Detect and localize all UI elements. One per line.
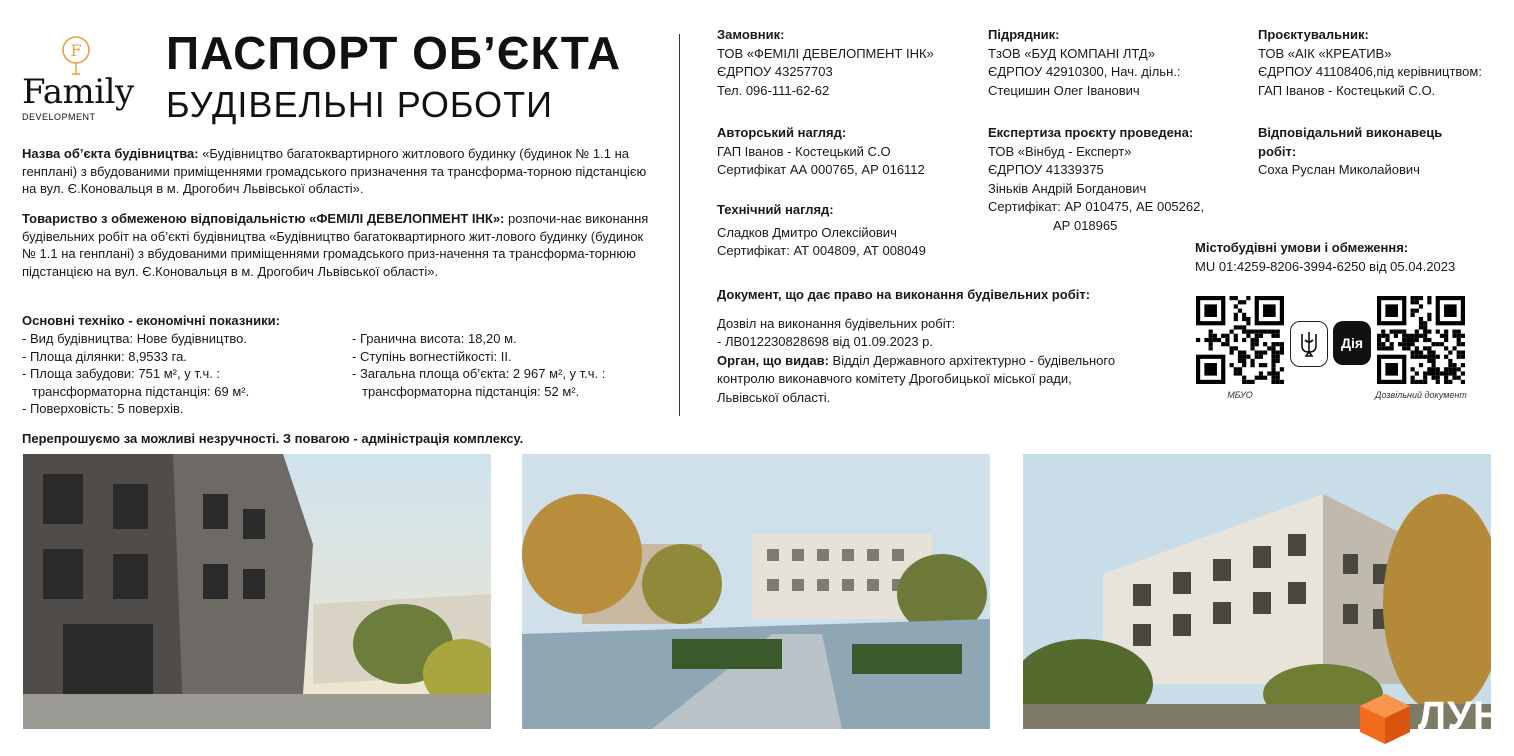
company-notice-label: Товариство з обмеженою відповідальністю «ФЕМІЛІ ДЕВЕЛОПМЕНТ ІНК»: bbox=[22, 211, 505, 226]
contractor-line: ТзОВ «БУД КОМПАНІ ЛТД» bbox=[988, 45, 1155, 61]
lun-cube-icon bbox=[1356, 690, 1414, 748]
author-supervision-line: ГАП Іванов - Костецький С.О bbox=[717, 143, 891, 159]
tech-right-list bbox=[352, 330, 605, 400]
responsible-block bbox=[1258, 124, 1442, 180]
qr-right-caption: Дозвільний документ bbox=[1375, 390, 1467, 400]
designer-block bbox=[1258, 26, 1482, 100]
designer-line: ЄДРПОУ 41108406,під керівництвом: bbox=[1258, 64, 1482, 79]
contractor-heading: Підрядник: bbox=[988, 27, 1060, 42]
tech-left-list bbox=[22, 330, 249, 418]
object-name-paragraph bbox=[22, 145, 652, 198]
organ-text: Львівської області. bbox=[717, 389, 831, 405]
lun-watermark-text: ЛУН bbox=[1418, 694, 1503, 738]
tech-item: трансформаторна підстанція: 52 м². bbox=[362, 383, 580, 399]
responsible-heading: Відповідальний виконавець bbox=[1258, 125, 1443, 140]
trident-emblem-icon bbox=[1290, 321, 1328, 367]
customer-line: Тел. 096-111-62-62 bbox=[717, 82, 830, 98]
customer-line: ТОВ «ФЕМІЛІ ДЕВЕЛОПМЕНТ ІНК» bbox=[717, 45, 934, 61]
tech-heading: Основні техніко - економічні показники: bbox=[22, 313, 280, 328]
company-notice-paragraph bbox=[22, 210, 652, 280]
organ-label: Орган, що видав: bbox=[717, 352, 829, 368]
organ-text: Відділ Державного архітектурно - будівельного bbox=[828, 352, 1116, 368]
customer-line: ЄДРПОУ 43257703 bbox=[717, 64, 833, 79]
author-supervision-block bbox=[717, 124, 925, 180]
contractor-line: ЄДРПОУ 42910300, Нач. дільн.: bbox=[988, 64, 1181, 79]
qr-code-right-graphic bbox=[1377, 296, 1465, 384]
designer-line: ТОВ «АІК «КРЕАТИВ» bbox=[1258, 45, 1392, 61]
contractor-line: Стецишин Олег Іванович bbox=[988, 82, 1140, 98]
tech-item: - Площа забудови: 751 м², у т.ч. : bbox=[22, 366, 221, 381]
tech-item: - Загальна площа об’єкта: 2 967 м², у т.ч. : bbox=[352, 366, 606, 381]
tech-supervision-heading: Технічний нагляд: bbox=[717, 202, 834, 217]
page-title: ПАСПОРТ ОБ’ЄКТА bbox=[166, 27, 622, 79]
divider bbox=[679, 34, 680, 416]
tech-item: трансформаторна підстанція: 69 м². bbox=[32, 383, 250, 399]
expertise-heading: Експертиза проєкту проведена: bbox=[988, 125, 1194, 140]
page-subtitle: БУДІВЕЛЬНІ РОБОТИ bbox=[166, 84, 554, 125]
customer-heading: Замовник: bbox=[717, 27, 785, 42]
expertise-block bbox=[988, 124, 1204, 235]
designer-heading: Проєктувальник: bbox=[1258, 27, 1369, 42]
company-notice-text: розпочи-нає виконання будівельних робіт на об’єкті будівництва «Будівництво багатоквартирного жит-лового будинку (будинок № 1.1 на генплані) з вбудованими приміщеннями громадського приз-начення та трансформа-торнюю підстанцією на вул. Є.Коновальця в м. Дрогобич Львівської області». bbox=[22, 211, 649, 279]
permit-heading: Документ, що дає право на виконання будівельних робіт: bbox=[717, 287, 1091, 302]
apology-text: Перепрошуємо за можливі незручності. З повагою - адміністрація комплексу. bbox=[22, 431, 524, 446]
tech-item: - Ступінь вогнестійкості: ІІ. bbox=[352, 348, 512, 364]
logo-word: Family bbox=[22, 72, 134, 112]
object-name-label: Назва об’єкта будівництва: bbox=[22, 146, 199, 161]
expertise-line: ЄДРПОУ 41339375 bbox=[988, 162, 1104, 177]
expertise-line: АР 018965 bbox=[988, 217, 1118, 233]
diia-logo: Дія bbox=[1333, 321, 1371, 365]
render-photo-1 bbox=[23, 454, 491, 729]
permit-line: Дозвіл на виконання будівельних робіт: bbox=[717, 315, 956, 331]
family-development-logo bbox=[20, 34, 140, 124]
logo-sub: DEVELOPMENT bbox=[22, 112, 96, 122]
qr-code-left[interactable] bbox=[1196, 296, 1284, 389]
expertise-line: Зіньків Андрій Богданович bbox=[988, 180, 1147, 196]
tech-item: - Вид будівництва: Нове будівництво. bbox=[22, 331, 248, 346]
expertise-line: ТОВ «Вінбуд - Експерт» bbox=[988, 143, 1132, 159]
tech-item: - Площа ділянки: 8,9533 га. bbox=[22, 348, 187, 364]
object-name-text: «Будівництво багатоквартирного житлового будинку (будинок № 1.1 на генплані) з вбудованими приміщеннями громадського призначення та трансформа-торною підстанцією на вул. Є.Коновальця в м. Дрогобич Львівської області». bbox=[22, 146, 647, 196]
responsible-line: Соха Руслан Миколайович bbox=[1258, 162, 1420, 177]
tech-supervision-block bbox=[717, 201, 926, 261]
designer-line: ГАП Іванов - Костецький С.О. bbox=[1258, 82, 1436, 98]
tech-item: - Поверховість: 5 поверхів. bbox=[22, 401, 184, 416]
qr-left-caption: МБУО bbox=[1227, 390, 1253, 400]
customer-block bbox=[717, 26, 934, 100]
render-photo-2 bbox=[522, 454, 990, 729]
qr-code-left-graphic bbox=[1196, 296, 1284, 384]
urban-line: MU 01:4259-8206-3994-6250 від 05.04.2023 bbox=[1195, 258, 1456, 274]
permit-line: - ЛВ012230828698 від 01.09.2023 р. bbox=[717, 334, 934, 349]
author-supervision-line: Сертифікат АА 000765, АР 016112 bbox=[717, 162, 925, 177]
qr-code-right[interactable] bbox=[1377, 296, 1465, 389]
tech-supervision-line: Сладков Дмитро Олексійович bbox=[717, 224, 897, 240]
responsible-heading: робіт: bbox=[1258, 143, 1297, 159]
logo-monogram: F bbox=[70, 41, 82, 60]
organ-text: контролю виконавчого комітету Дрогобицької міської ради, bbox=[717, 371, 1072, 386]
urban-block bbox=[1195, 239, 1455, 276]
author-supervision-heading: Авторський нагляд: bbox=[717, 125, 847, 140]
tech-item: - Гранична висота: 18,20 м. bbox=[352, 331, 517, 346]
render-photo-3 bbox=[1023, 454, 1491, 729]
urban-heading: Містобудівні умови і обмеження: bbox=[1195, 240, 1409, 255]
permit-block bbox=[717, 286, 1115, 407]
tech-supervision-line: Сертифікат: АТ 004809, АТ 008049 bbox=[717, 243, 926, 258]
contractor-block bbox=[988, 26, 1181, 100]
expertise-line: Сертифікат: АР 010475, АЕ 005262, bbox=[988, 199, 1204, 214]
